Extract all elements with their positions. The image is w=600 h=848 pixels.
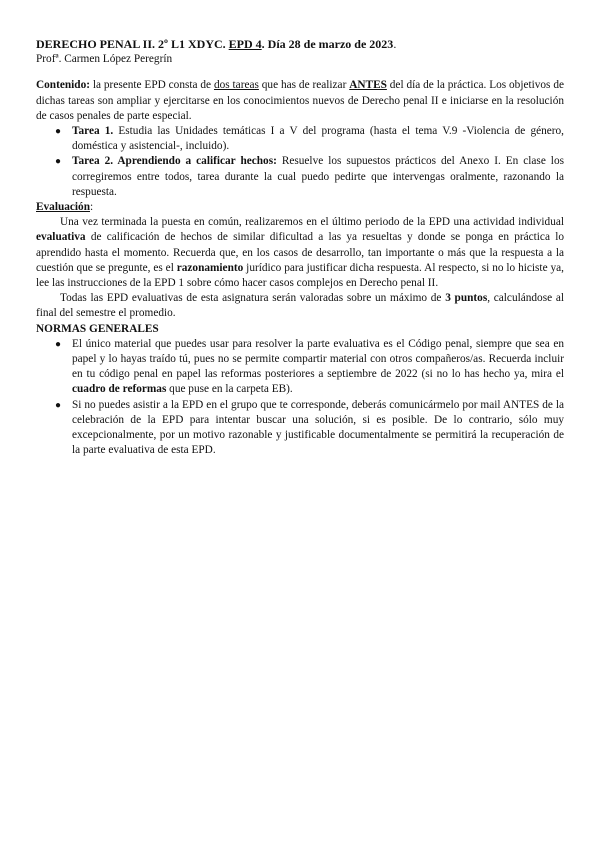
bullet-icon: ● [55,338,62,350]
normas-heading: NORMAS GENERALES [36,322,159,335]
document-title: DERECHO PENAL II. 2º L1 XDYC. EPD 4. Día 28 de marzo de 2023. [36,37,397,51]
list-item: ● Si no puedes asistir a la EPD en el grupo que te corresponde, deberás comunicármelo por mail ANTES de la celebración de la EPD para intentar buscar una solución, si es posible. De lo contrario, sólo muy excepcionalmente, por un motivo razonable y justificable documentalmente se permitirá la recuperación de la parte evaluativa de esta EPD. [55,398,564,457]
bullet-icon: ● [55,126,62,138]
list-item: ● El único material que puedes usar para resolver la parte evaluativa es el Código penal, siempre que sea en papel y lo hayas traído tú, pues no se permite compartir material con otros compañeros/as. Recuerda incluir en tu código penal en papel las reformas posteriores a septiembre de 2022 (si no lo has hecho ya, mira el cuadro de reformas que puse en la carpeta EB). [55,337,564,396]
evaluacion-heading: Evaluación: [36,201,94,214]
professor-name: Profª. Carmen López Peregrín [36,53,173,66]
list-item: ● Tarea 2. Aprendiendo a calificar hechos: Resuelve los supuestos prácticos del Anexo I. En clase los corregiremos entre todos, tarea durante la cual puedo pedirte que intervengas oralmente, razonando la respuesta. [55,155,564,198]
task-list [36,124,564,200]
document-content [36,37,564,458]
normas-list [36,337,564,459]
bullet-icon: ● [55,156,62,168]
list-item: ● Tarea 1. Estudia las Unidades temáticas I a V del programa (hasta el tema V.9 -Violencia de género, doméstica y asistencial-, incluido). [55,125,565,153]
contenido-label: Contenido: [36,79,90,92]
epd-number: EPD 4 [228,37,262,51]
puntos-paragraph: Todas las EPD evaluativas de esta asignatura serán valoradas sobre un máximo de 3 puntos, calculándose al final del semestre el promedio. [36,292,564,320]
evaluacion-paragraph: Una vez terminada la puesta en común, realizaremos en el último periodo de la EPD una actividad individual evaluativa de calificación de hechos de similar dificultad a las ya resueltas y donde se ponga en práctica lo aprendido hasta el momento. Recuerda que, en los casos de desarrollo, tan importante o más que la respuesta a la cuestión que se pregunte, es el razonamiento jurídico para justificar dicha respuesta. Al respecto, si no lo hiciste ya, lee las instrucciones de la EPD 1 sobre cómo hacer casos complejos en Derecho penal II. [36,216,564,290]
bullet-icon: ● [55,399,62,411]
contenido-paragraph: Contenido: la presente EPD consta de dos tareas que has de realizar ANTES del día de la práctica. Los objetivos de dichas tareas son ampliar y ejercitarse en los conocimientos nuevos de Derecho penal II e iniciarse en la resolución de casos penales de parte especial. [36,79,564,122]
